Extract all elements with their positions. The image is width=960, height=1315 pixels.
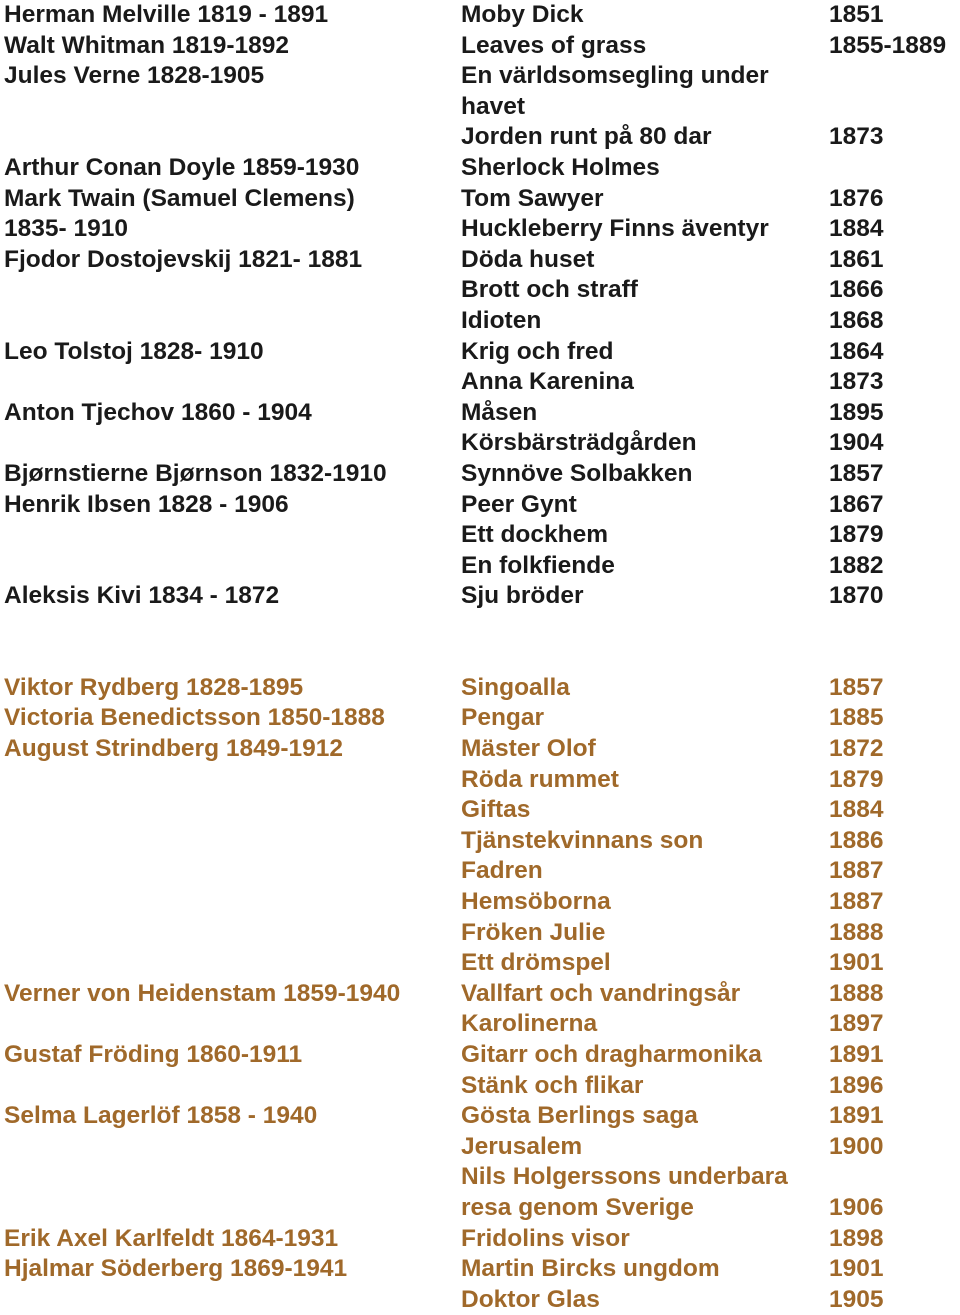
year-cell: 1855-1889	[829, 31, 947, 59]
author-cell: Mark Twain (Samuel Clemens)	[4, 184, 355, 212]
author-cell: Jules Verne 1828-1905	[4, 62, 265, 90]
year-cell: 1873	[829, 368, 884, 396]
title-cell: Stänk och flikar	[461, 1071, 644, 1099]
year-cell: 1895	[829, 398, 884, 426]
year-cell: 1904	[829, 429, 884, 457]
table-row	[0, 337, 960, 368]
year-cell: 1882	[829, 551, 884, 579]
title-cell: Fröken Julie	[461, 918, 606, 946]
author-cell: Leo Tolstoj 1828- 1910	[4, 337, 264, 365]
author-cell: Walt Whitman 1819-1892	[4, 31, 290, 59]
year-cell: 1905	[829, 1285, 884, 1313]
year-cell: 1876	[829, 184, 884, 212]
year-cell: 1884	[829, 796, 884, 824]
year-cell: 1891	[829, 1102, 884, 1130]
table-row	[0, 918, 960, 949]
table-row	[0, 1132, 960, 1163]
title-cell: Jerusalem	[461, 1132, 583, 1160]
table-row	[0, 184, 960, 215]
title-cell: En folkfiende	[461, 551, 615, 579]
author-cell: Fjodor Dostojevskij 1821- 1881	[4, 245, 363, 273]
title-cell: Singoalla	[461, 673, 570, 701]
title-cell: Mäster Olof	[461, 735, 596, 763]
author-cell: Henrik Ibsen 1828 - 1906	[4, 490, 289, 518]
international-authors-section	[0, 0, 960, 612]
title-cell: Leaves of grass	[461, 31, 647, 59]
title-cell: Gitarr och dragharmonika	[461, 1041, 762, 1068]
author-cell: Erik Axel Karlfeldt 1864-1931	[4, 1224, 339, 1252]
author-cell: Arthur Conan Doyle 1859-1930	[4, 153, 360, 181]
table-row	[0, 367, 960, 398]
title-cell: Karolinerna	[461, 1010, 598, 1038]
year-cell: 1900	[829, 1132, 884, 1160]
table-row	[0, 398, 960, 429]
year-cell: 1885	[829, 704, 884, 732]
year-cell: 1870	[829, 582, 884, 610]
title-cell: Hemsöborna	[461, 888, 611, 916]
table-row	[0, 795, 960, 826]
author-cell: Viktor Rydberg 1828-1895	[4, 673, 304, 701]
title-cell: Anna Karenina	[461, 368, 634, 396]
table-row	[0, 490, 960, 521]
author-cell: Bjørnstierne Bjørnson 1832-1910	[4, 459, 387, 487]
year-cell: 1891	[829, 1041, 884, 1068]
title-cell: Idioten	[461, 306, 542, 334]
author-cell: August Strindberg 1849-1912	[4, 735, 344, 763]
table-row	[0, 856, 960, 887]
title-cell: resa genom Sverige	[461, 1193, 694, 1221]
title-cell: Döda huset	[461, 245, 595, 273]
table-row	[0, 92, 960, 123]
author-cell: Victoria Benedictsson 1850-1888	[4, 704, 385, 732]
title-cell: Pengar	[461, 704, 545, 732]
title-cell: Ett drömspel	[461, 949, 611, 977]
title-cell: Moby Dick	[461, 1, 584, 28]
section-gap	[0, 612, 960, 673]
year-cell: 1866	[829, 276, 884, 304]
table-row	[0, 31, 960, 62]
year-cell: 1872	[829, 735, 884, 763]
table-row	[0, 1040, 960, 1071]
author-cell: Gustaf Fröding 1860-1911	[4, 1041, 303, 1068]
title-cell: Körsbärsträdgården	[461, 429, 697, 457]
title-cell: havet	[461, 92, 526, 120]
year-cell: 1857	[829, 673, 884, 701]
table-row	[0, 214, 960, 245]
title-cell: Tom Sawyer	[461, 184, 604, 212]
year-cell: 1888	[829, 918, 884, 946]
title-cell: Jorden runt på 80 dar	[461, 123, 712, 151]
table-row	[0, 1224, 960, 1255]
table-row	[0, 948, 960, 979]
table-row	[0, 459, 960, 490]
year-cell: 1873	[829, 123, 884, 151]
table-row	[0, 275, 960, 306]
title-cell: Martin Bircks ungdom	[461, 1255, 720, 1283]
year-cell: 1887	[829, 888, 884, 916]
title-cell: Sherlock Holmes	[461, 153, 660, 181]
table-row	[0, 1101, 960, 1132]
year-cell: 1879	[829, 521, 884, 549]
year-cell: 1887	[829, 857, 884, 885]
table-row	[0, 703, 960, 734]
author-cell: Hjalmar Söderberg 1869-1941	[4, 1255, 348, 1283]
table-row	[0, 887, 960, 918]
year-cell: 1857	[829, 459, 884, 487]
year-cell: 1864	[829, 337, 884, 365]
year-cell: 1901	[829, 949, 884, 977]
title-cell: Giftas	[461, 796, 531, 824]
table-row	[0, 581, 960, 612]
title-cell: Peer Gynt	[461, 490, 577, 518]
title-cell: Sju bröder	[461, 582, 584, 610]
table-row	[0, 673, 960, 704]
title-cell: Röda rummet	[461, 765, 619, 793]
year-cell: 1861	[829, 245, 884, 273]
title-cell: Synnöve Solbakken	[461, 459, 693, 487]
table-row	[0, 1162, 960, 1193]
year-cell: 1886	[829, 826, 884, 854]
title-cell: Fridolins visor	[461, 1224, 630, 1252]
table-row	[0, 551, 960, 582]
title-cell: Brott och straff	[461, 276, 638, 304]
year-cell: 1898	[829, 1224, 884, 1252]
year-cell: 1888	[829, 979, 884, 1007]
author-cell: 1835- 1910	[4, 215, 128, 243]
table-row	[0, 826, 960, 857]
year-cell: 1901	[829, 1255, 884, 1283]
table-row	[0, 245, 960, 276]
author-cell: Selma Lagerlöf 1858 - 1940	[4, 1102, 318, 1130]
table-row	[0, 1071, 960, 1102]
author-cell: Aleksis Kivi 1834 - 1872	[4, 582, 280, 610]
title-cell: Fadren	[461, 857, 543, 885]
table-row	[0, 1193, 960, 1224]
title-cell: Huckleberry Finns äventyr	[461, 215, 769, 243]
swedish-authors-section	[0, 673, 960, 1315]
title-cell: Doktor Glas	[461, 1285, 600, 1313]
author-cell: Anton Tjechov 1860 - 1904	[4, 398, 312, 426]
table-row	[0, 306, 960, 337]
table-row	[0, 765, 960, 796]
table-row	[0, 122, 960, 153]
title-cell: Nils Holgerssons underbara	[461, 1163, 788, 1191]
year-cell: 1879	[829, 765, 884, 793]
title-cell: En världsomsegling under	[461, 62, 769, 90]
title-cell: Gösta Berlings saga	[461, 1102, 698, 1130]
year-cell: 1897	[829, 1010, 884, 1038]
table-row	[0, 520, 960, 551]
title-cell: Vallfart och vandringsår	[461, 979, 741, 1007]
title-cell: Tjänstekvinnans son	[461, 826, 704, 854]
table-row	[0, 0, 960, 31]
author-cell: Herman Melville 1819 - 1891	[4, 1, 329, 28]
table-row	[0, 1254, 960, 1285]
year-cell: 1884	[829, 215, 884, 243]
year-cell: 1868	[829, 306, 884, 334]
table-row	[0, 61, 960, 92]
table-row	[0, 1009, 960, 1040]
title-cell: Krig och fred	[461, 337, 614, 365]
year-cell: 1867	[829, 490, 884, 518]
year-cell: 1896	[829, 1071, 884, 1099]
title-cell: Måsen	[461, 398, 538, 426]
year-cell: 1851	[829, 1, 884, 28]
table-row	[0, 428, 960, 459]
table-row	[0, 153, 960, 184]
year-cell: 1906	[829, 1193, 884, 1221]
table-row	[0, 979, 960, 1010]
table-row	[0, 1285, 960, 1315]
author-cell: Verner von Heidenstam 1859-1940	[4, 979, 401, 1007]
table-row	[0, 734, 960, 765]
title-cell: Ett dockhem	[461, 521, 609, 549]
